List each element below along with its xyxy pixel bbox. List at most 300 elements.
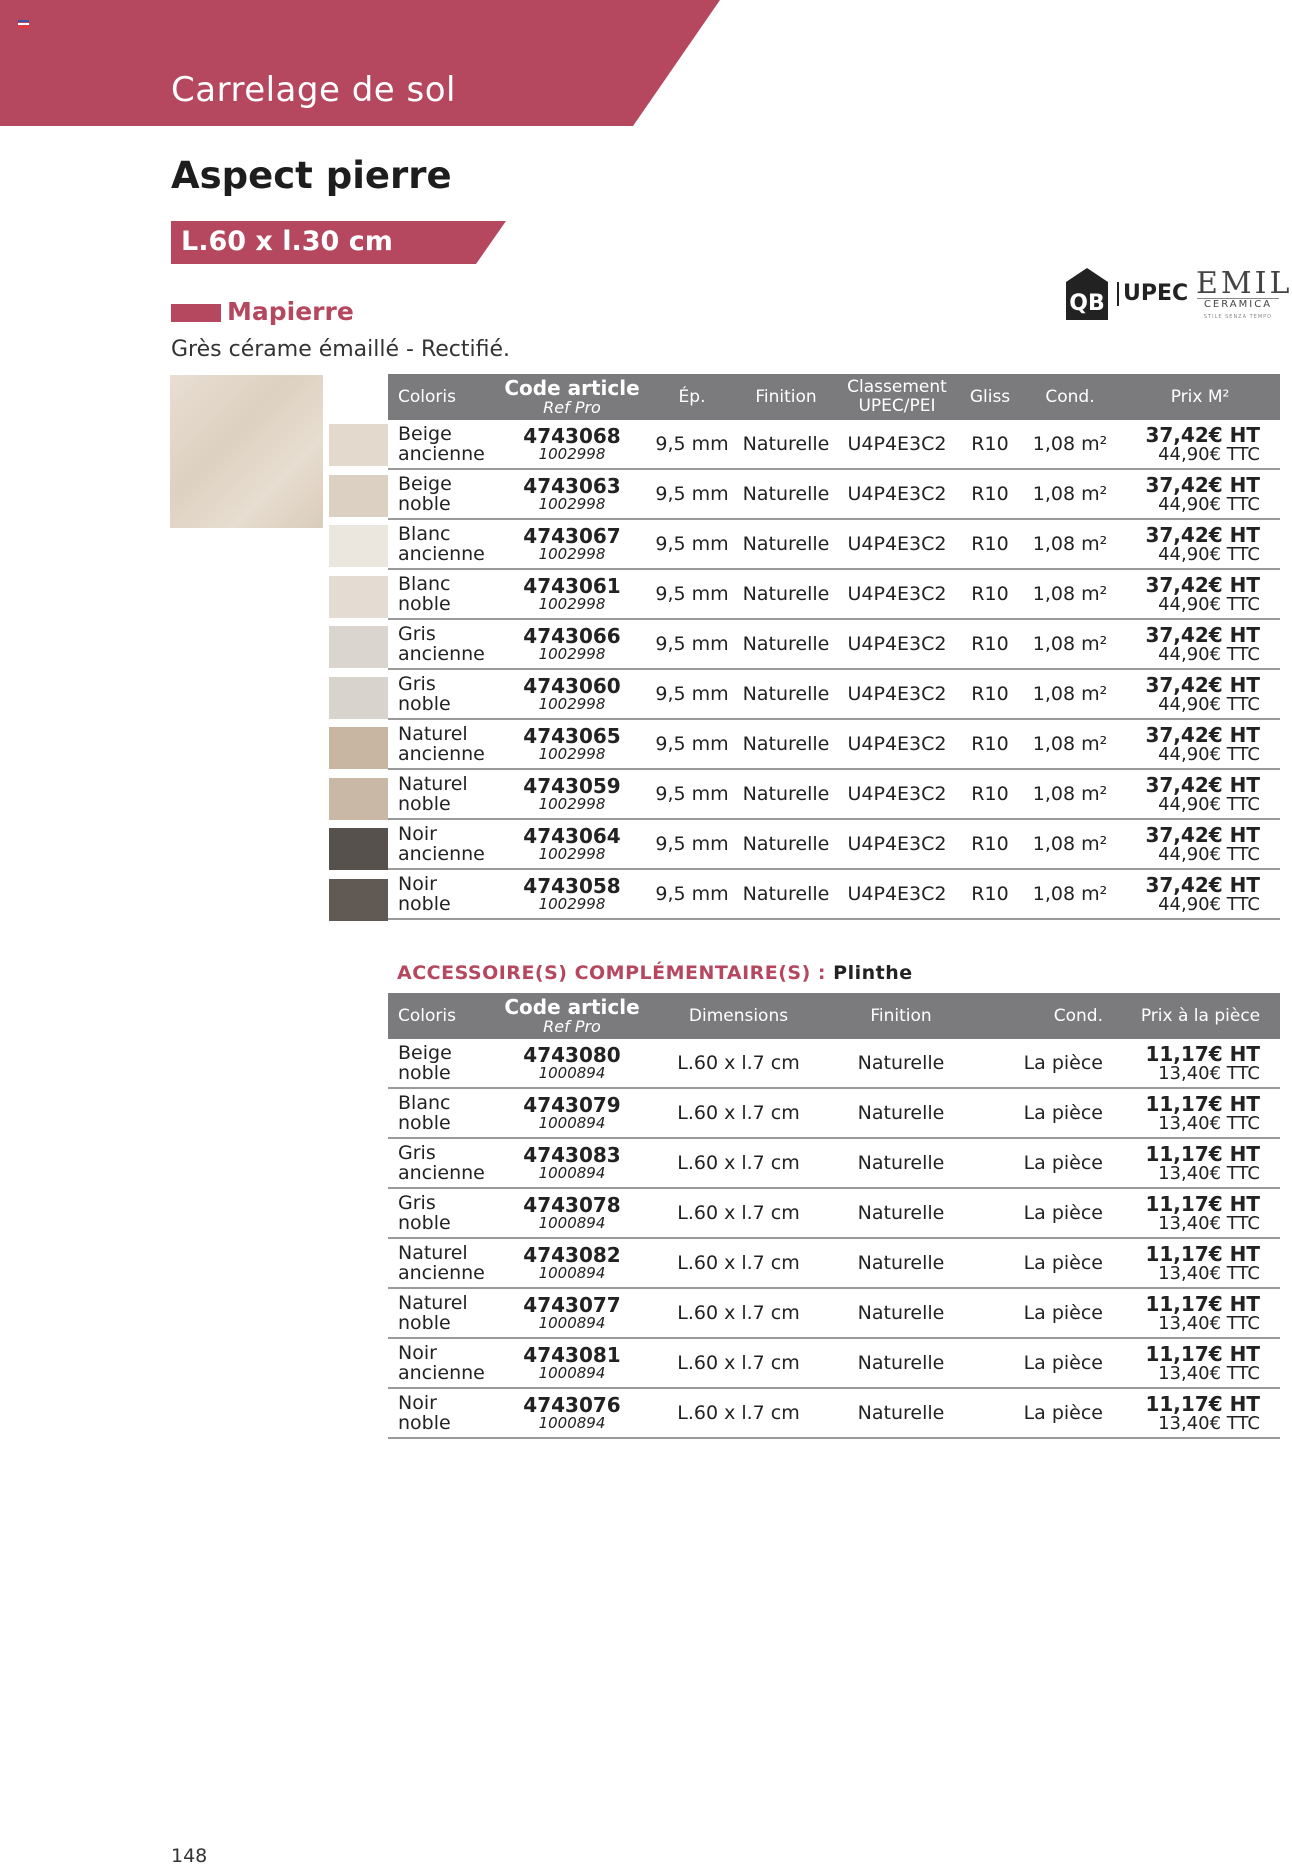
row-cond: 1,08 m² [1032,883,1108,905]
acc-price-ht: 11,17€ HT [1145,1291,1260,1316]
color-swatch [329,525,388,567]
emil-tagline: STILE SENZA TEMPO [1203,314,1273,320]
row-price-ht: 37,42€ HT [1145,472,1260,497]
header-code-label: Code article [504,376,640,400]
color-swatch [329,424,388,466]
acc-ref: 1000894 [538,1314,606,1332]
row-gliss: R10 [971,733,1009,755]
row-price-ht: 37,42€ HT [1145,722,1260,747]
finition-cell [738,420,834,469]
finition-cell [738,519,834,569]
acc-price-ttc: 13,40€ TTC [1158,1062,1260,1084]
row-code: 4743063 [523,474,621,498]
cond-cell [1020,769,1120,819]
acc-ref: 1000894 [538,1364,606,1382]
acc-code-cell [498,1238,646,1288]
classement-cell [834,420,960,469]
coloris-cell [388,669,498,719]
color-swatch [329,879,388,921]
acc-code: 4743082 [523,1243,621,1267]
row-cond: 1,08 m² [1032,833,1108,855]
upec-logo: UPEC [1117,282,1188,306]
coloris-cell [388,420,498,469]
price-cell [1120,669,1280,719]
row-code: 4743060 [523,674,621,698]
header-cond: Cond. [1020,374,1120,420]
row-ep: 9,5 mm [655,533,729,555]
acc-code: 4743083 [523,1143,621,1167]
gliss-cell [960,869,1020,919]
row-code: 4743065 [523,724,621,748]
acc-price-ht: 11,17€ HT [1145,1191,1260,1216]
acc-price-ht: 11,17€ HT [1145,1041,1260,1066]
code-cell [498,569,646,619]
ep-cell [646,769,738,819]
classement-cell [834,469,960,519]
acc-cond-cell [971,1088,1121,1138]
acc-coloris: Noir noble [398,1392,451,1434]
acc-price-ttc: 13,40€ TTC [1158,1412,1260,1434]
row-gliss: R10 [971,883,1009,905]
finition-cell [738,619,834,669]
accessories-title-label: ACCESSOIRE(S) COMPLÉMENTAIRE(S) : [397,962,827,984]
acc-code-cell [498,1088,646,1138]
code-cell [498,420,646,469]
row-ref: 1002998 [538,895,606,913]
coloris-cell [388,619,498,669]
size-label: L.60 x l.30 cm [181,226,393,257]
gliss-cell [960,469,1020,519]
code-cell [498,719,646,769]
row-gliss: R10 [971,633,1009,655]
code-cell [498,619,646,669]
row-coloris: Naturel ancienne [398,723,485,765]
ceramica-logo: CERAMICA [1197,298,1279,310]
acc-coloris-cell [388,1388,498,1438]
acc-cond-cell [971,1039,1121,1088]
acc-coloris-cell [388,1088,498,1138]
acc-coloris-cell [388,1138,498,1188]
acc-price-ttc: 13,40€ TTC [1158,1262,1260,1284]
acc-price-cell [1121,1288,1280,1338]
row-ep: 9,5 mm [655,433,729,455]
row-cond: 1,08 m² [1032,583,1108,605]
acc-price-ht: 11,17€ HT [1145,1391,1260,1416]
row-finition: Naturelle [742,433,830,455]
row-coloris: Noir noble [398,873,451,915]
row-ep: 9,5 mm [655,733,729,755]
finition-cell [738,469,834,519]
row-price-ttc: 44,90€ TTC [1158,693,1260,715]
finition-cell [738,869,834,919]
row-finition: Naturelle [742,783,830,805]
page-title: Aspect pierre [171,154,452,197]
acc-coloris: Blanc noble [398,1092,451,1134]
acc-header-finition: Finition [831,993,971,1039]
acc-finition: Naturelle [857,1402,945,1424]
color-swatch [329,778,388,820]
row-classement: U4P4E3C2 [847,833,947,855]
cond-cell [1020,869,1120,919]
color-swatch [329,576,388,618]
ep-cell [646,719,738,769]
row-gliss: R10 [971,783,1009,805]
finition-cell [738,819,834,869]
table-header-row [388,374,1280,420]
acc-dimensions-cell [646,1039,831,1088]
classement-cell [834,619,960,669]
row-ep: 9,5 mm [655,783,729,805]
gliss-cell [960,519,1020,569]
row-gliss: R10 [971,433,1009,455]
price-cell [1120,819,1280,869]
row-price-ttc: 44,90€ TTC [1158,493,1260,515]
acc-dimensions: L.60 x l.7 cm [677,1152,800,1174]
row-classement: U4P4E3C2 [847,683,947,705]
acc-price-ttc: 13,40€ TTC [1158,1112,1260,1134]
accessories-table [388,993,1280,1439]
acc-header-ref-label: Ref Pro [543,1017,601,1036]
price-cell [1120,869,1280,919]
row-finition: Naturelle [742,833,830,855]
row-gliss: R10 [971,483,1009,505]
row-price-ht: 37,42€ HT [1145,672,1260,697]
acc-dimensions: L.60 x l.7 cm [677,1102,800,1124]
ep-cell [646,869,738,919]
acc-dimensions-cell [646,1388,831,1438]
row-classement: U4P4E3C2 [847,883,947,905]
ep-cell [646,819,738,869]
coloris-cell [388,719,498,769]
product-table [388,374,1280,920]
row-code: 4743058 [523,874,621,898]
row-finition: Naturelle [742,733,830,755]
row-price-ht: 37,42€ HT [1145,872,1260,897]
header-coloris: Coloris [388,374,498,420]
gliss-cell [960,420,1020,469]
acc-price-ttc: 13,40€ TTC [1158,1212,1260,1234]
table-row [388,1288,1280,1338]
acc-finition: Naturelle [857,1152,945,1174]
row-classement: U4P4E3C2 [847,533,947,555]
row-cond: 1,08 m² [1032,783,1108,805]
acc-code: 4743078 [523,1193,621,1217]
row-code: 4743061 [523,574,621,598]
row-finition: Naturelle [742,533,830,555]
qb-logo-icon [1066,268,1108,320]
row-gliss: R10 [971,583,1009,605]
row-gliss: R10 [971,833,1009,855]
row-ref: 1002998 [538,595,606,613]
price-cell [1120,519,1280,569]
acc-price-cell [1121,1238,1280,1288]
acc-dimensions-cell [646,1288,831,1338]
table-row [388,1338,1280,1388]
acc-ref: 1000894 [538,1214,606,1232]
acc-cond-cell [971,1338,1121,1388]
table-row [388,869,1280,919]
acc-code-cell [498,1188,646,1238]
row-gliss: R10 [971,683,1009,705]
row-price-ttc: 44,90€ TTC [1158,443,1260,465]
acc-dimensions: L.60 x l.7 cm [677,1202,800,1224]
acc-cond-cell [971,1238,1121,1288]
gliss-cell [960,719,1020,769]
row-code: 4743067 [523,524,621,548]
row-gliss: R10 [971,533,1009,555]
acc-coloris-cell [388,1039,498,1088]
table-row [388,769,1280,819]
cond-cell [1020,819,1120,869]
ep-cell [646,420,738,469]
brand-marker [171,304,221,322]
row-ref: 1002998 [538,545,606,563]
acc-code-cell [498,1039,646,1088]
acc-coloris: Beige noble [398,1042,452,1084]
acc-ref: 1000894 [538,1264,606,1282]
row-code: 4743059 [523,774,621,798]
row-classement: U4P4E3C2 [847,433,947,455]
ep-cell [646,669,738,719]
table-row [388,619,1280,669]
acc-header-row [388,993,1280,1039]
row-ep: 9,5 mm [655,583,729,605]
row-ep: 9,5 mm [655,483,729,505]
page-number: 148 [171,1845,208,1867]
color-swatches [329,424,388,929]
acc-finition-cell [831,1088,971,1138]
acc-price-cell [1121,1188,1280,1238]
acc-cond: La pièce [1023,1302,1103,1324]
acc-price-cell [1121,1338,1280,1388]
acc-cond: La pièce [1023,1202,1103,1224]
acc-cond-cell [971,1138,1121,1188]
row-price-ttc: 44,90€ TTC [1158,793,1260,815]
finition-cell [738,669,834,719]
acc-coloris-cell [388,1338,498,1388]
acc-coloris: Noir ancienne [398,1342,485,1384]
acc-ref: 1000894 [538,1164,606,1182]
finition-cell [738,769,834,819]
flag-icon [18,20,29,28]
acc-dimensions: L.60 x l.7 cm [677,1052,800,1074]
acc-dimensions-cell [646,1088,831,1138]
acc-coloris: Naturel noble [398,1292,468,1334]
size-tag [171,221,506,264]
acc-finition-cell [831,1388,971,1438]
row-price-ht: 37,42€ HT [1145,522,1260,547]
coloris-cell [388,469,498,519]
acc-cond: La pièce [1023,1102,1103,1124]
classement-cell [834,669,960,719]
row-ep: 9,5 mm [655,883,729,905]
row-coloris: Blanc noble [398,573,451,615]
acc-code: 4743081 [523,1343,621,1367]
row-price-ht: 37,42€ HT [1145,572,1260,597]
row-ref: 1002998 [538,745,606,763]
price-cell [1120,469,1280,519]
acc-dimensions: L.60 x l.7 cm [677,1302,800,1324]
acc-dimensions-cell [646,1238,831,1288]
coloris-cell [388,569,498,619]
price-cell [1120,719,1280,769]
price-cell [1120,569,1280,619]
cond-cell [1020,569,1120,619]
acc-ref: 1000894 [538,1414,606,1432]
acc-finition: Naturelle [857,1102,945,1124]
cond-cell [1020,719,1120,769]
acc-price-ht: 11,17€ HT [1145,1141,1260,1166]
table-row [388,1039,1280,1088]
gliss-cell [960,819,1020,869]
acc-price-ht: 11,17€ HT [1145,1091,1260,1116]
row-cond: 1,08 m² [1032,633,1108,655]
product-sample-image [170,375,323,528]
acc-code: 4743080 [523,1043,621,1067]
table-row [388,669,1280,719]
acc-dimensions: L.60 x l.7 cm [677,1252,800,1274]
acc-ref: 1000894 [538,1064,606,1082]
row-price-ht: 37,42€ HT [1145,422,1260,447]
acc-cond: La pièce [1023,1252,1103,1274]
accessories-title [397,962,913,984]
table-row [388,469,1280,519]
acc-code: 4743079 [523,1093,621,1117]
code-cell [498,769,646,819]
acc-finition: Naturelle [857,1052,945,1074]
table-row [388,1188,1280,1238]
acc-price-ttc: 13,40€ TTC [1158,1312,1260,1334]
row-ref: 1002998 [538,695,606,713]
row-classement: U4P4E3C2 [847,583,947,605]
acc-header-code [498,993,646,1039]
row-ref: 1002998 [538,445,606,463]
row-cond: 1,08 m² [1032,433,1108,455]
acc-coloris-cell [388,1238,498,1288]
gliss-cell [960,619,1020,669]
row-coloris: Gris ancienne [398,623,485,665]
row-price-ttc: 44,90€ TTC [1158,843,1260,865]
row-classement: U4P4E3C2 [847,483,947,505]
acc-header-code-label: Code article [504,995,640,1019]
row-price-ttc: 44,90€ TTC [1158,643,1260,665]
acc-header-dimensions: Dimensions [646,993,831,1039]
code-cell [498,469,646,519]
acc-code-cell [498,1288,646,1338]
acc-finition-cell [831,1039,971,1088]
coloris-cell [388,769,498,819]
row-price-ttc: 44,90€ TTC [1158,593,1260,615]
row-finition: Naturelle [742,633,830,655]
row-ep: 9,5 mm [655,833,729,855]
acc-cond: La pièce [1023,1052,1103,1074]
acc-header-cond: Cond. [971,993,1121,1039]
row-cond: 1,08 m² [1032,683,1108,705]
acc-finition-cell [831,1288,971,1338]
row-ref: 1002998 [538,495,606,513]
classement-cell [834,869,960,919]
acc-ref: 1000894 [538,1114,606,1132]
qb-logo-text: QB [1069,291,1105,316]
acc-dimensions: L.60 x l.7 cm [677,1352,800,1374]
acc-cond-cell [971,1388,1121,1438]
code-cell [498,869,646,919]
brand-description: Grès cérame émaillé - Rectifié. [171,337,511,362]
header-banner [0,0,1280,126]
row-cond: 1,08 m² [1032,483,1108,505]
gliss-cell [960,669,1020,719]
header-prix: Prix M² [1120,374,1280,420]
acc-cond: La pièce [1023,1402,1103,1424]
acc-cond-cell [971,1288,1121,1338]
gliss-cell [960,769,1020,819]
row-ref: 1002998 [538,645,606,663]
acc-code-cell [498,1338,646,1388]
row-price-ttc: 44,90€ TTC [1158,743,1260,765]
table-row [388,1388,1280,1438]
row-coloris: Naturel noble [398,773,468,815]
classement-cell [834,569,960,619]
acc-price-ttc: 13,40€ TTC [1158,1162,1260,1184]
acc-finition: Naturelle [857,1252,945,1274]
row-finition: Naturelle [742,683,830,705]
cond-cell [1020,420,1120,469]
acc-code: 4743076 [523,1393,621,1417]
acc-dimensions-cell [646,1138,831,1188]
acc-code-cell [498,1138,646,1188]
price-cell [1120,769,1280,819]
acc-code-cell [498,1388,646,1438]
cond-cell [1020,619,1120,669]
code-cell [498,819,646,869]
acc-dimensions-cell [646,1188,831,1238]
price-cell [1120,619,1280,669]
acc-cond: La pièce [1023,1352,1103,1374]
acc-finition-cell [831,1188,971,1238]
row-code: 4743064 [523,824,621,848]
row-coloris: Gris noble [398,673,451,715]
acc-coloris-cell [388,1288,498,1338]
row-ep: 9,5 mm [655,683,729,705]
acc-header-prix: Prix à la pièce [1121,993,1280,1039]
coloris-cell [388,819,498,869]
code-cell [498,519,646,569]
color-swatch [329,475,388,517]
color-swatch [329,828,388,870]
coloris-cell [388,519,498,569]
row-code: 4743066 [523,624,621,648]
acc-coloris-cell [388,1188,498,1238]
acc-header-coloris: Coloris [388,993,498,1039]
table-row [388,1238,1280,1288]
table-row [388,819,1280,869]
row-finition: Naturelle [742,583,830,605]
table-row [388,519,1280,569]
acc-price-cell [1121,1388,1280,1438]
finition-cell [738,719,834,769]
row-classement: U4P4E3C2 [847,783,947,805]
acc-coloris: Gris ancienne [398,1142,485,1184]
row-price-ht: 37,42€ HT [1145,822,1260,847]
row-coloris: Blanc ancienne [398,523,485,565]
acc-finition-cell [831,1138,971,1188]
color-swatch [329,727,388,769]
ep-cell [646,519,738,569]
row-finition: Naturelle [742,883,830,905]
acc-finition-cell [831,1238,971,1288]
header-ref-label: Ref Pro [543,398,601,417]
acc-coloris: Naturel ancienne [398,1242,485,1284]
